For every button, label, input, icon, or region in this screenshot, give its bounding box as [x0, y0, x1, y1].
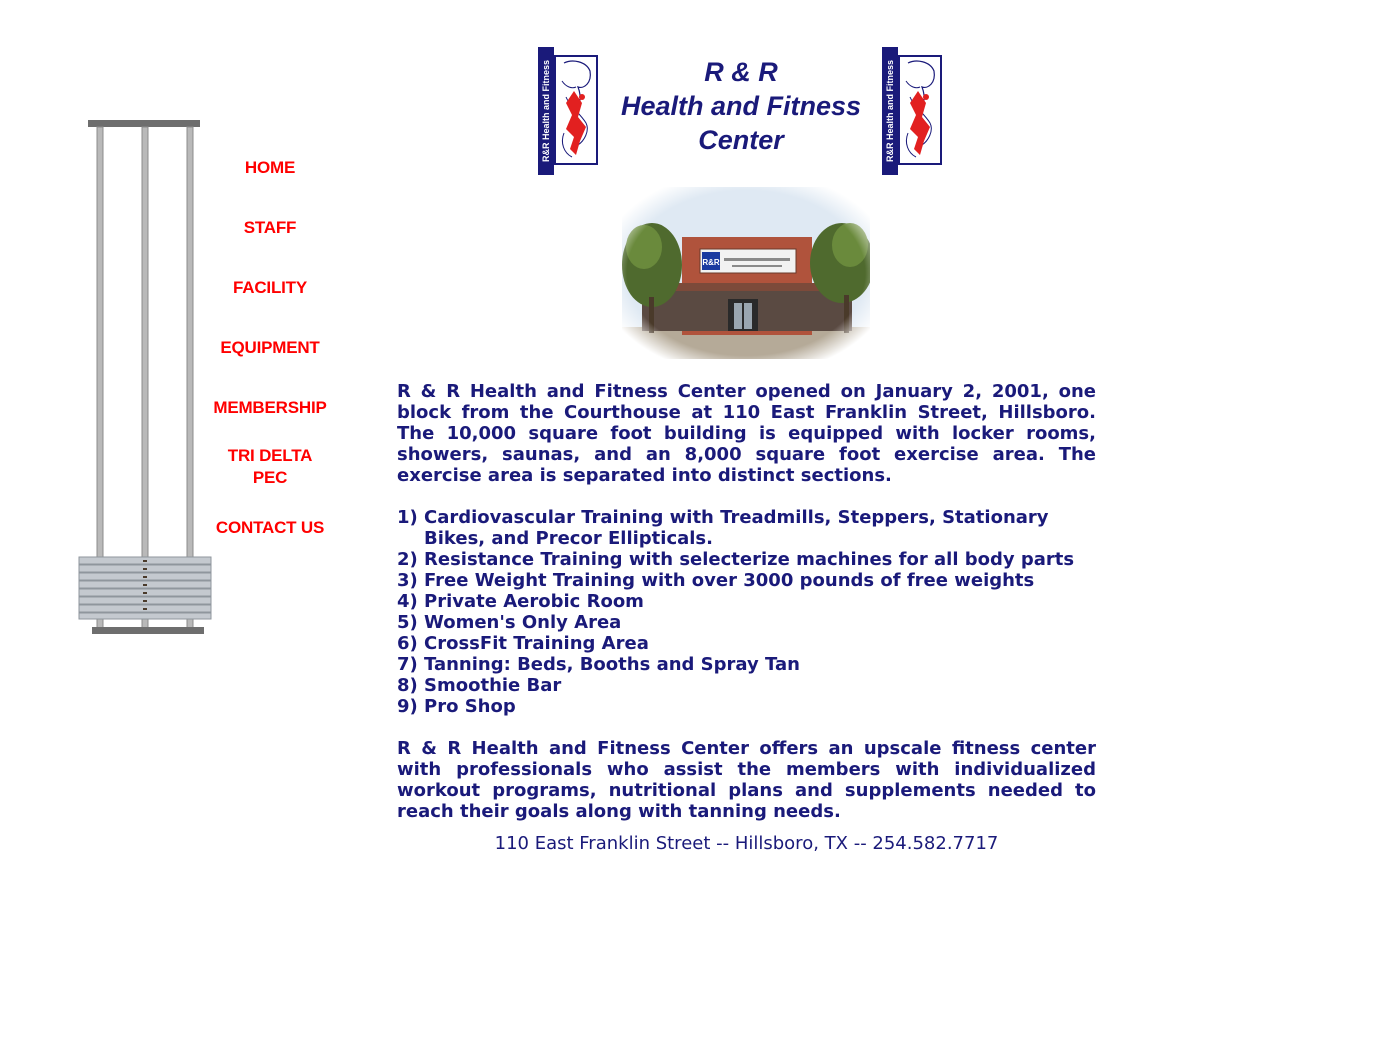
intro-paragraph: R & R Health and Fitness Center opened on January 2, 2001, one block from the Courthouse at 110 East Franklin Street, Hillsboro. The 10,000 square foot building is equipped with locker rooms, showers, saunas, and an 8,000 square foot exercise area. The exercise area is separated into distinct sections.: [397, 381, 1096, 486]
list-item: 7) Tanning: Beds, Booths and Spray Tan: [397, 654, 800, 675]
lobster-logo-icon: [556, 57, 596, 163]
site-title: [600, 55, 882, 157]
nav-tri-delta-pec-link[interactable]: [200, 445, 340, 489]
nav-equipment-link[interactable]: EQUIPMENT: [220, 338, 320, 357]
header-banner: [538, 47, 944, 177]
nav-tri-delta-line2: PEC: [252, 468, 288, 487]
list-item: 9) Pro Shop: [397, 696, 516, 717]
site-title-line1: R & R: [704, 57, 778, 87]
logo-strip-text-right: R&R Health and Fitness: [885, 59, 895, 163]
footer-address: 110 East Franklin Street -- Hillsboro, TX -- 254.582.7717: [494, 833, 999, 854]
list-item: 3) Free Weight Training with over 3000 pounds of free weights: [397, 570, 1035, 591]
outro-paragraph: R & R Health and Fitness Center offers an upscale fitness center with professionals who assist the members with individualized workout programs, nutritional plans and supplements needed to reach their goals along with tanning needs.: [397, 738, 1096, 822]
nav-home-link[interactable]: HOME: [244, 158, 296, 177]
logo-left: [538, 47, 600, 175]
nav-contact-link[interactable]: CONTACT US: [215, 518, 325, 537]
list-item: 8) Smoothie Bar: [397, 675, 562, 696]
logo-strip-text: R&R Health and Fitness: [541, 59, 551, 163]
nav-membership-link[interactable]: MEMBERSHIP: [213, 398, 327, 417]
list-item: 1) Cardiovascular Training with Treadmills, Steppers, Stationary Bikes, and Precor Ellipticals.: [397, 507, 1049, 549]
list-item: 2) Resistance Training with selecterize machines for all body parts: [397, 549, 1075, 570]
sections-list: [397, 507, 1096, 717]
lobster-logo-icon: [900, 57, 940, 163]
main-content: [397, 381, 1096, 822]
nav-facility-link[interactable]: FACILITY: [233, 278, 307, 297]
logo-right: [882, 47, 944, 175]
nav-tri-delta-line1: TRI DELTA: [227, 446, 313, 465]
list-item: 5) Women's Only Area: [397, 612, 622, 633]
building-photo: [622, 187, 870, 359]
list-item: 6) CrossFit Training Area: [397, 633, 649, 654]
weight-stack-graphic: [78, 120, 214, 640]
list-item: 4) Private Aerobic Room: [397, 591, 644, 612]
site-title-line3: Center: [698, 125, 784, 155]
nav-staff-link[interactable]: STAFF: [243, 218, 297, 237]
site-title-line2: Health and Fitness: [620, 91, 862, 121]
